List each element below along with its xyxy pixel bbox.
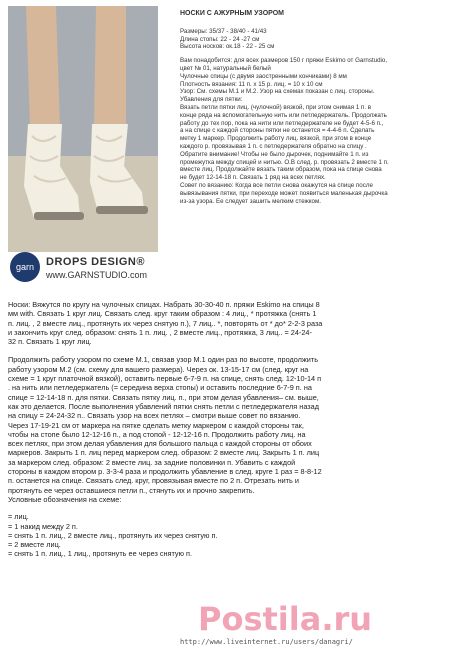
legend-item: = снять 1 п. лиц., 2 вместе лиц., протянуть их через снятую п.	[8, 530, 218, 540]
materials-line: каждого р. провязывая 1 п. с петледержателя обратно на спицу .	[180, 142, 367, 150]
materials-line: Обратите внимание! Чтобы не было дырочек, поднимайте 1 п. из	[180, 150, 369, 158]
brand-registered-mark: ®	[136, 256, 145, 268]
pattern-title: НОСКИ С АЖУРНЫМ УЗОРОМ	[180, 10, 285, 17]
product-photo	[8, 6, 158, 286]
materials-line: цвет № 01, натуральный белый	[180, 64, 271, 72]
body-line: протянуть ее через оставшиеся петли п., стянуть их и прочно закрепить.	[8, 485, 255, 495]
postila-watermark: Postila.ru	[198, 600, 373, 638]
materials-line: Вязать петли пятки лиц. (чулочной) вязкой, при этом снимая 1 п. в	[180, 103, 372, 111]
pattern-instructions	[8, 300, 452, 559]
body-line: мм with. Связать 1 круг лиц. Связать след. круг таким образом : 4 лиц., * протяжка (снять 1	[8, 309, 317, 319]
body-line: маркеров. Закрыть 1 п. лиц перед маркером след. образом: 2 вместе лиц. Закрыть 1 п. лиц	[8, 448, 320, 458]
materials-line: работу до тех пор, пока на нити или петледержателе не будет 4-5-6 п.,	[180, 119, 384, 127]
body-line: работу узором М.2 (см. схему для вашего размера). Через ок. 13-15-17 см (след. круг на	[8, 364, 309, 374]
materials-line: не будет 12-14-18 п. Связать 1 ряд на всех петлях.	[180, 174, 326, 182]
materials-line: промежутка между спицей и нитью. О.В след. р. провязать 2 вместе 1 п.	[180, 158, 389, 166]
legend-item: = 2 вместе лиц.	[8, 540, 61, 550]
legend-item: = 1 накид между 2 п.	[8, 521, 78, 531]
materials-line: Вам понадобится: для всех размеров 150 г пряжи Eskimo от Garnstudio,	[180, 57, 388, 65]
body-line: как это делается. После выполнения убавлений пятки снять петли с петледержателя назад	[8, 401, 319, 411]
body-line: п. лиц. , 2 вместе лиц., протянуть их через снятую п.), 7 лиц.. *, повторять от * до* 2-2-3 раза	[8, 318, 323, 328]
materials-line: Чулочные спицы (с двумя заостренными кончиками) 8 мм	[180, 72, 347, 80]
body-line: 32 п. Связать 1 круг лиц.	[8, 337, 92, 347]
drops-brand-text: DROPS DESIGN	[46, 256, 137, 268]
materials-line: вместе лиц. Продолжайте вязать таким образом, пока на спице снова	[180, 166, 382, 174]
body-line: Продолжить работу узором по схеме М.1, связав узор М.1 один раз по высоте, продолжить	[8, 355, 319, 365]
body-line: чтобы на стопе было 12-12-16 п., а под стопой - 12-12-16 п. Продолжить работу лиц. на	[8, 429, 306, 439]
materials-line: Плотность вязания: 11 п. х 15 р. лиц. = 10 х 10 см	[180, 80, 323, 88]
size-line: Размеры: 35/37 - 38/40 - 41/43	[180, 27, 267, 35]
garnstudio-url[interactable]: www.GARNSTUDIO.com	[46, 270, 148, 280]
body-line: на спицу = 24-24-32 п.. Связать узор на всех петлях – смотри выше совет по вязанию.	[8, 411, 301, 421]
body-line: . на нить или петледержатель (= середина верха стопы) и оставить последние 6-7-9 п. на	[8, 383, 312, 393]
pattern-header	[180, 10, 452, 205]
materials-line: из-за узора. Ее следует зашить мелким стежком.	[180, 197, 321, 205]
body-line: Носки: Вяжутся по кругу на чулочных спицах. Набрать 30-30-40 п. пряжи Eskimo на спицы 8	[8, 300, 320, 309]
garnstudio-logo: garn	[10, 252, 40, 282]
body-line: стороны в каждом втором р. 3-3-4 раза и продолжить убавление в след. круге 1 раз = 8-8-12	[8, 467, 322, 477]
body-line: Через 17-19-21 см от маркера на пятке сделать метку маркером с каждой стороны так,	[8, 420, 304, 430]
source-url[interactable]: http://www.liveinternet.ru/users/danagri/	[180, 638, 353, 646]
socks-illustration	[8, 6, 158, 256]
materials-line: а на спице с каждой стороны пятки не останется = 4-4-6 п. Сделать	[180, 127, 375, 135]
materials-line: вывязывания пятки, при переходе может появиться маленькая дырочка	[180, 189, 388, 197]
size-line: Длина стопы: 22 - 24 -27 см	[180, 35, 260, 43]
body-line: схеме = 1 круг платочной вязкой), оставить первые 6-7-9 п. на спице, снять след. 12-10-14 п	[8, 374, 322, 384]
materials-line: конце ряда на вспомогательную нить или петледержатель. Продолжать	[180, 111, 387, 119]
body-line: спице = 12-14-18 п. для пятки. Связать пятку лиц. п., при этом делая убавления– см. выше,	[8, 392, 319, 402]
body-line: п. останется на спице. Связать след. круг, провязывая вместе по 2 п. Отрезать нить и	[8, 476, 299, 486]
legend-item: = лиц.	[8, 512, 29, 522]
chart-legend	[8, 512, 452, 558]
body-line: Условные обозначения на схеме:	[8, 494, 122, 504]
size-line: Высота носков: ок.18 - 22 - 25 см	[180, 43, 275, 51]
materials-line: метку 1 маркер. Продолжить работу лиц. вязкой, при этом в конце	[180, 135, 372, 143]
body-line: за маркером след. образом: 2 вместе лиц. за задние половинки п. Убавить с каждой	[8, 457, 296, 467]
body-line: всех петлях, при этом делая убавления для большого пальца с каждой стороны от обоих	[8, 439, 312, 449]
legend-item: = снять 1 п. лиц., 1 лиц., протянуть ее через снятую п.	[8, 549, 193, 559]
materials-line: Убавления для пятки:	[180, 96, 243, 104]
drops-design-brand	[46, 256, 145, 268]
materials-line: Узор: См. схемы М.1 и М.2. Узор на схемах показан с лиц. стороны.	[180, 88, 375, 96]
materials-line: Совет по вязанию: Когда все петли снова окажутся на спице после	[180, 181, 373, 189]
body-line: и закончить круг след. образом: снять 1 п. лиц. , 2 вместе лиц., протяжка, 3 лиц.. = 24-24-	[8, 327, 312, 337]
